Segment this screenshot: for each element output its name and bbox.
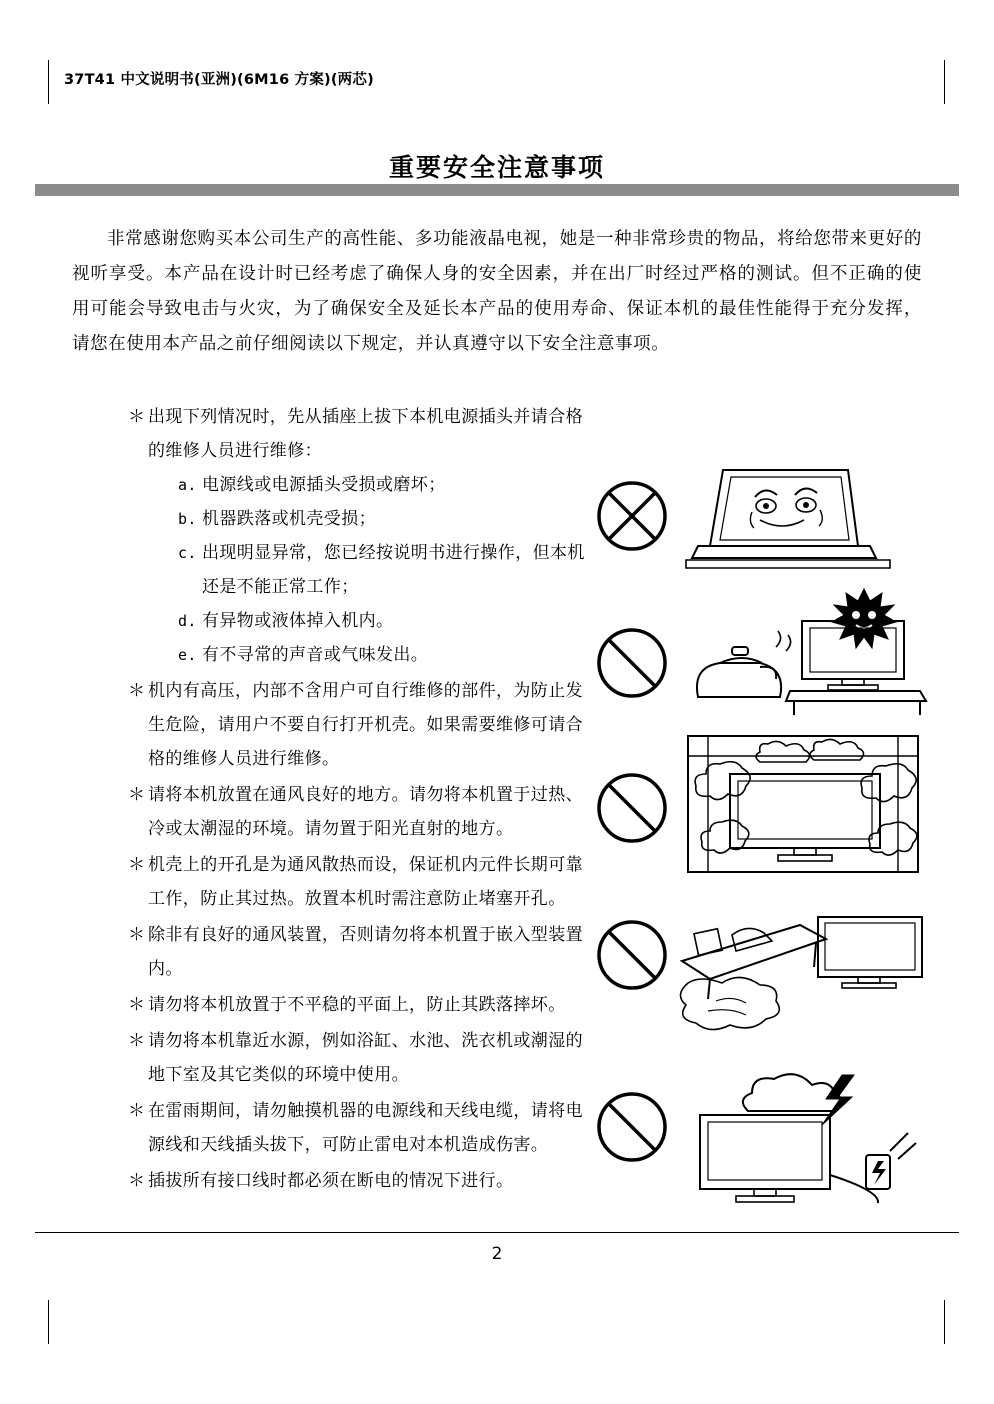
crop-mark-top-right — [944, 60, 945, 104]
document-header-code: 37T41 中文说明书(亚洲)(6M16 方案)(两芯) — [64, 72, 374, 88]
list-item-text: 出现下列情况时，先从插座上拔下本机电源插头并请合格的维修人员进行维修： — [148, 407, 583, 461]
sub-item-text: 有异物或液体掉入机内。 — [202, 611, 394, 631]
title-divider — [35, 184, 959, 196]
figure-unstable-surface-prohibited — [590, 895, 940, 1035]
list-item-text: 除非有良好的通风装置，否则请勿将本机置于嵌入型装置内。 — [148, 925, 583, 979]
sub-list-item — [178, 536, 598, 604]
list-item-text: 机内有高压，内部不含用户可自行维修的部件，为防止发生危险，请用户不要自行打开机壳。如果需要维修可请合格的维修人员进行维修。 — [148, 681, 583, 769]
sub-list-item — [178, 468, 598, 502]
crop-mark-bottom-right — [944, 1300, 945, 1344]
sub-list-item — [178, 604, 598, 638]
footer-divider — [35, 1232, 959, 1233]
page-title: 重要安全注意事项 — [388, 153, 605, 182]
list-item — [128, 988, 598, 1022]
figure-heat-source-prohibited — [590, 585, 940, 720]
intro-text: 非常感谢您购买本公司生产的高性能、多功能液晶电视，她是一种非常珍贵的物品，将给您带来更好的视听享受。本产品在设计时已经考虑了确保人身的安全因素，并在出厂时经过严格的测试。但不正确的使用可能会导致电击与火灾，为了确保安全及延长本产品的使用寿命、保证本机的最佳性能得于充分发挥，请您在使用本产品之前仔细阅读以下规定，并认真遵守以下安全注意事项。 — [72, 229, 922, 354]
safety-instruction-list — [128, 400, 598, 1200]
sub-item-label: e. — [178, 646, 197, 664]
crop-mark-top-left — [48, 60, 49, 104]
sub-item-text: 机器跌落或机壳受损； — [202, 509, 376, 529]
list-item — [128, 674, 598, 776]
list-item — [128, 400, 598, 672]
sub-item-text: 有不寻常的声音或气味发出。 — [202, 645, 429, 665]
bullet-marker: ＊ — [128, 1101, 146, 1121]
list-item — [128, 778, 598, 846]
sub-item-label: a. — [178, 476, 197, 494]
list-item-text: 请勿将本机放置于不平稳的平面上，防止其跌落摔坏。 — [148, 995, 566, 1015]
sub-item-text: 出现明显异常，您已经按说明书进行操作，但本机还是不能正常工作； — [202, 543, 585, 597]
bullet-marker: ＊ — [128, 1031, 146, 1051]
list-item-text: 在雷雨期间，请勿触摸机器的电源线和天线电缆，请将电源线和天线插头拔下，可防止雷电对本机造成伤害。 — [148, 1101, 583, 1155]
sub-list-item — [178, 638, 598, 672]
list-item-text: 请将本机放置在通风良好的地方。请勿将本机置于过热、冷或太潮湿的环境。请勿置于阳光直射的地方。 — [148, 785, 583, 839]
sub-item-text: 电源线或电源插头受损或磨坏； — [202, 475, 446, 495]
bullet-marker: ＊ — [128, 855, 146, 875]
list-item — [128, 918, 598, 986]
illustration-column — [590, 440, 940, 1250]
sub-item-label: b. — [178, 510, 197, 528]
list-item — [128, 1164, 598, 1198]
bullet-marker: ＊ — [128, 1171, 146, 1191]
bullet-marker: ＊ — [128, 681, 146, 701]
bullet-marker: ＊ — [128, 995, 146, 1015]
figure-damaged-tv-prohibited — [590, 450, 940, 590]
list-item — [128, 848, 598, 916]
crop-mark-bottom-left — [48, 1300, 49, 1344]
bullet-marker: ＊ — [128, 785, 146, 805]
intro-paragraph — [72, 222, 922, 362]
sub-item-label: c. — [178, 544, 197, 562]
page-number: 2 — [491, 1244, 503, 1264]
sub-list-item — [178, 502, 598, 536]
list-item-text: 插拔所有接口线时都必须在断电的情况下进行。 — [148, 1171, 514, 1191]
list-item — [128, 1094, 598, 1162]
figure-lightning-prohibited — [590, 1055, 940, 1230]
sub-list — [178, 468, 598, 672]
sub-item-label: d. — [178, 612, 197, 630]
list-item-text: 请勿将本机靠近水源，例如浴缸、水池、洗衣机或潮湿的地下室及其它类似的环境中使用。 — [148, 1031, 583, 1085]
list-item-text: 机壳上的开孔是为通风散热而设，保证机内元件长期可靠工作，防止其过热。放置本机时需注意防止堵塞开孔。 — [148, 855, 583, 909]
list-item — [128, 1024, 598, 1092]
bullet-marker: ＊ — [128, 925, 146, 945]
bullet-marker: ＊ — [128, 407, 146, 427]
figure-blocked-vents-prohibited — [590, 730, 940, 885]
